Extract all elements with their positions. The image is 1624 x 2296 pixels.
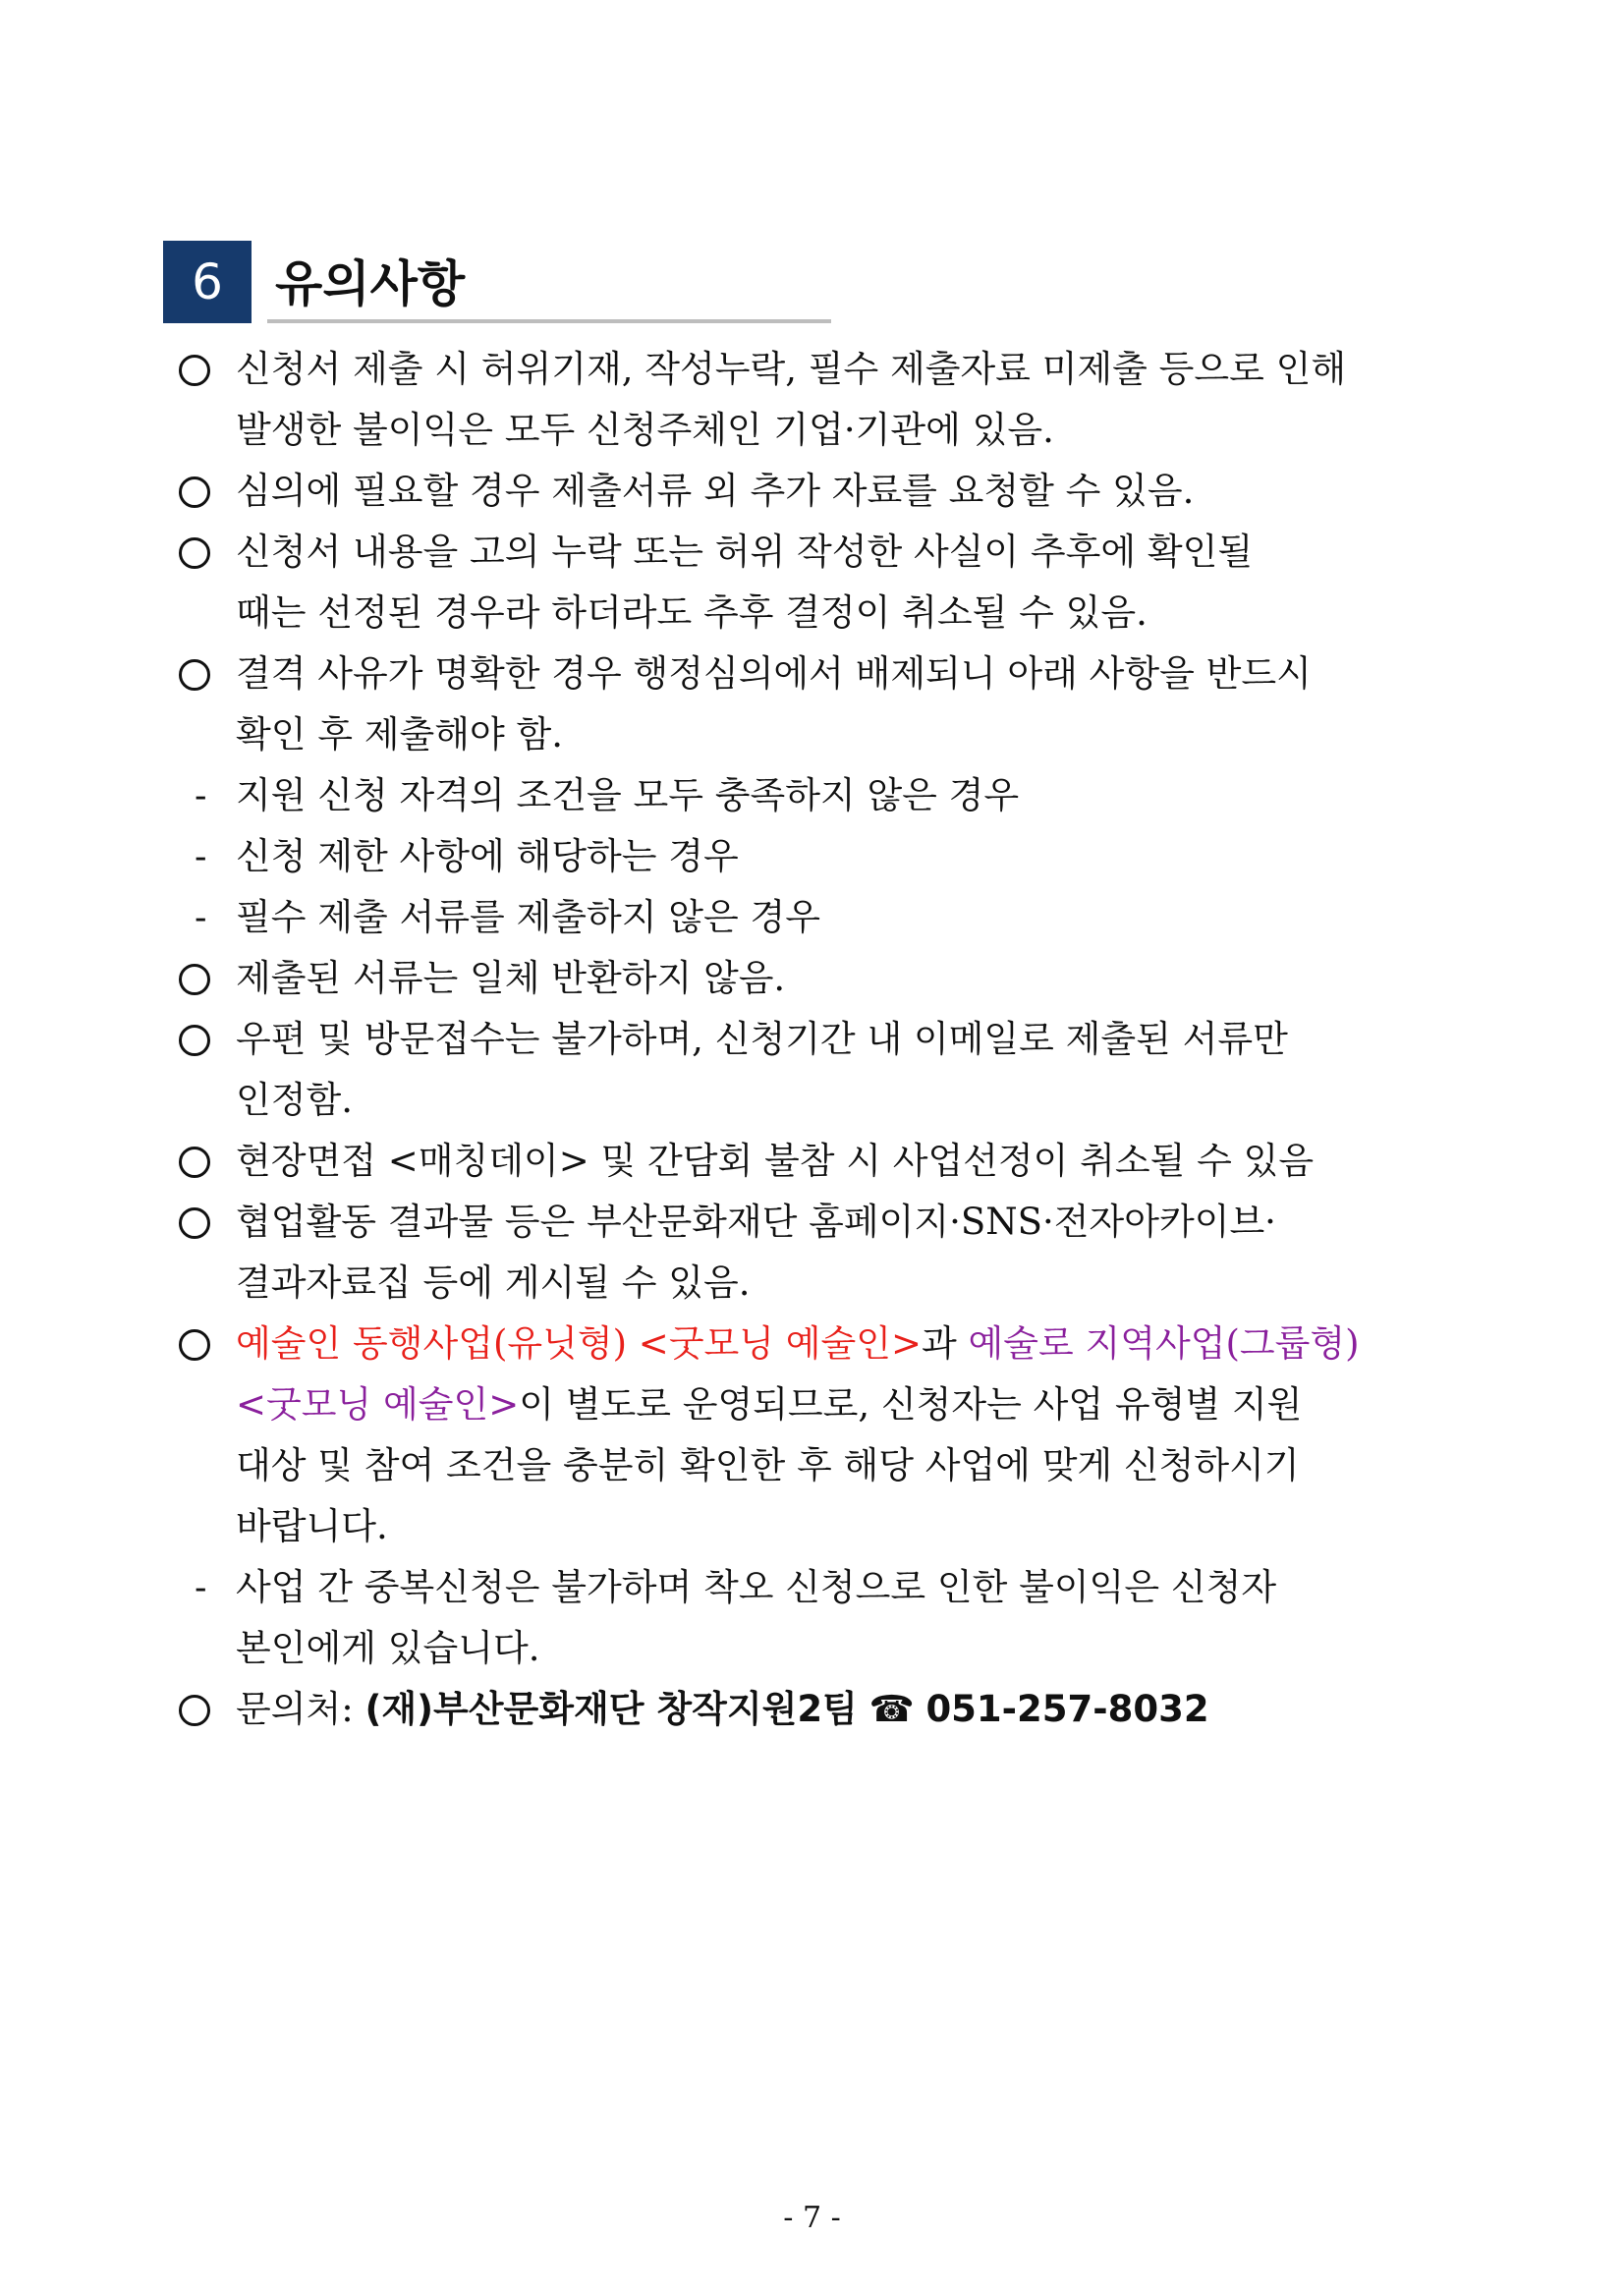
list-item — [173, 1131, 1480, 1192]
list-item — [173, 1314, 1480, 1374]
circle-bullet-icon — [179, 537, 210, 569]
list-item-text: 협업활동 결과물 등은 부산문화재단 홈페이지·SNS·전자아카이브· — [236, 1201, 1276, 1243]
dash-bullet: - — [195, 774, 207, 816]
page-number: - 7 - — [783, 2201, 841, 2235]
list-item-text: 신청 제한 사항에 해당하는 경우 — [236, 835, 739, 877]
list-item-text: 본인에게 있습니다. — [236, 1627, 540, 1669]
list-item — [173, 826, 1480, 887]
list-item — [173, 1557, 1480, 1618]
contact-org: (재)부산문화재단 창작지원2팀 — [364, 1688, 858, 1730]
list-item-text: 대상 및 참여 조건을 충분히 확인한 후 해당 사업에 맞게 신청하시기 — [236, 1444, 1300, 1486]
list-item-text: 제출된 서류는 일체 반환하지 않음. — [236, 957, 786, 999]
list-item — [173, 704, 1480, 765]
section-title: 유의사항 — [267, 241, 831, 323]
list-item — [173, 1253, 1480, 1314]
phone-icon: ☎ — [868, 1688, 915, 1730]
circle-bullet-icon — [179, 1025, 210, 1056]
list-item-text: 때는 선정된 경우라 하더라도 추후 결정이 취소될 수 있음. — [236, 591, 1148, 634]
circle-bullet-icon — [179, 1147, 210, 1178]
list-item — [173, 765, 1480, 826]
list-item — [173, 1374, 1480, 1435]
list-item — [173, 948, 1480, 1009]
list-item-text: 이 별도로 운영되므로, 신청자는 사업 유형별 지원 — [519, 1383, 1303, 1426]
list-item — [173, 339, 1480, 400]
list-item-text: 심의에 필요할 경우 제출서류 외 추가 자료를 요청할 수 있음. — [236, 470, 1195, 512]
list-item-text: 인정함. — [236, 1079, 353, 1121]
joiner-text: 과 — [922, 1322, 969, 1365]
dash-bullet: - — [195, 1566, 207, 1608]
notice-items — [173, 339, 1480, 1314]
list-item — [173, 887, 1480, 948]
list-item — [173, 461, 1480, 522]
contact-label: 문의처: — [236, 1688, 365, 1730]
list-item-text: 신청서 제출 시 허위기재, 작성누락, 필수 제출자료 미제출 등으로 인해 — [236, 348, 1347, 390]
list-item — [173, 1496, 1480, 1557]
section-heading — [163, 241, 831, 323]
dash-bullet: - — [195, 896, 207, 938]
list-item — [173, 400, 1480, 461]
circle-bullet-icon — [179, 659, 210, 691]
list-item — [173, 522, 1480, 583]
circle-bullet-icon — [179, 355, 210, 386]
list-item — [173, 644, 1480, 704]
program-subtitle-purple: <굿모닝 예술인> — [236, 1383, 520, 1426]
list-item — [173, 1070, 1480, 1131]
list-item-text: 확인 후 제출해야 함. — [236, 713, 563, 756]
list-item-text: 신청서 내용을 고의 누락 또는 허위 작성한 사실이 추후에 확인될 — [236, 531, 1254, 573]
list-item — [173, 583, 1480, 644]
notice-list — [173, 339, 1480, 1740]
list-item-text: 지원 신청 자격의 조건을 모두 충족하지 않은 경우 — [236, 774, 1020, 816]
tail-items — [173, 1557, 1480, 1679]
circle-bullet-icon — [179, 964, 210, 995]
section-number: 6 — [163, 241, 252, 323]
list-item — [173, 1618, 1480, 1679]
list-item-text: 우편 및 방문접수는 불가하며, 신청기간 내 이메일로 제출된 서류만 — [236, 1018, 1288, 1060]
list-item — [173, 1192, 1480, 1253]
circle-bullet-icon — [179, 476, 210, 508]
list-item-text: 결격 사유가 명확한 경우 행정심의에서 배제되니 아래 사항을 반드시 — [236, 652, 1312, 695]
contact-phone: 051-257-8032 — [925, 1688, 1209, 1730]
circle-bullet-icon — [179, 1207, 210, 1239]
list-item — [173, 1435, 1480, 1496]
dash-bullet: - — [195, 835, 207, 877]
list-item — [173, 1009, 1480, 1070]
program-name-purple: 예술로 지역사업(그룹형) — [968, 1322, 1360, 1365]
list-item-text: 결과자료집 등에 게시될 수 있음. — [236, 1261, 751, 1304]
program-name-red: 예술인 동행사업(유닛형) <굿모닝 예술인> — [236, 1322, 923, 1365]
list-item-text: 사업 간 중복신청은 불가하며 착오 신청으로 인한 불이익은 신청자 — [236, 1566, 1277, 1608]
list-item-text: 바랍니다. — [236, 1505, 388, 1547]
list-item-text: 필수 제출 서류를 제출하지 않은 경우 — [236, 896, 820, 938]
circle-bullet-icon — [179, 1329, 210, 1361]
list-item-text: 현장면접 <매칭데이> 및 간담회 불참 시 사업선정이 취소될 수 있음 — [236, 1140, 1315, 1182]
circle-bullet-icon — [179, 1695, 210, 1726]
contact-line — [173, 1679, 1480, 1740]
list-item-text: 발생한 불이익은 모두 신청주체인 기업·기관에 있음. — [236, 409, 1054, 451]
